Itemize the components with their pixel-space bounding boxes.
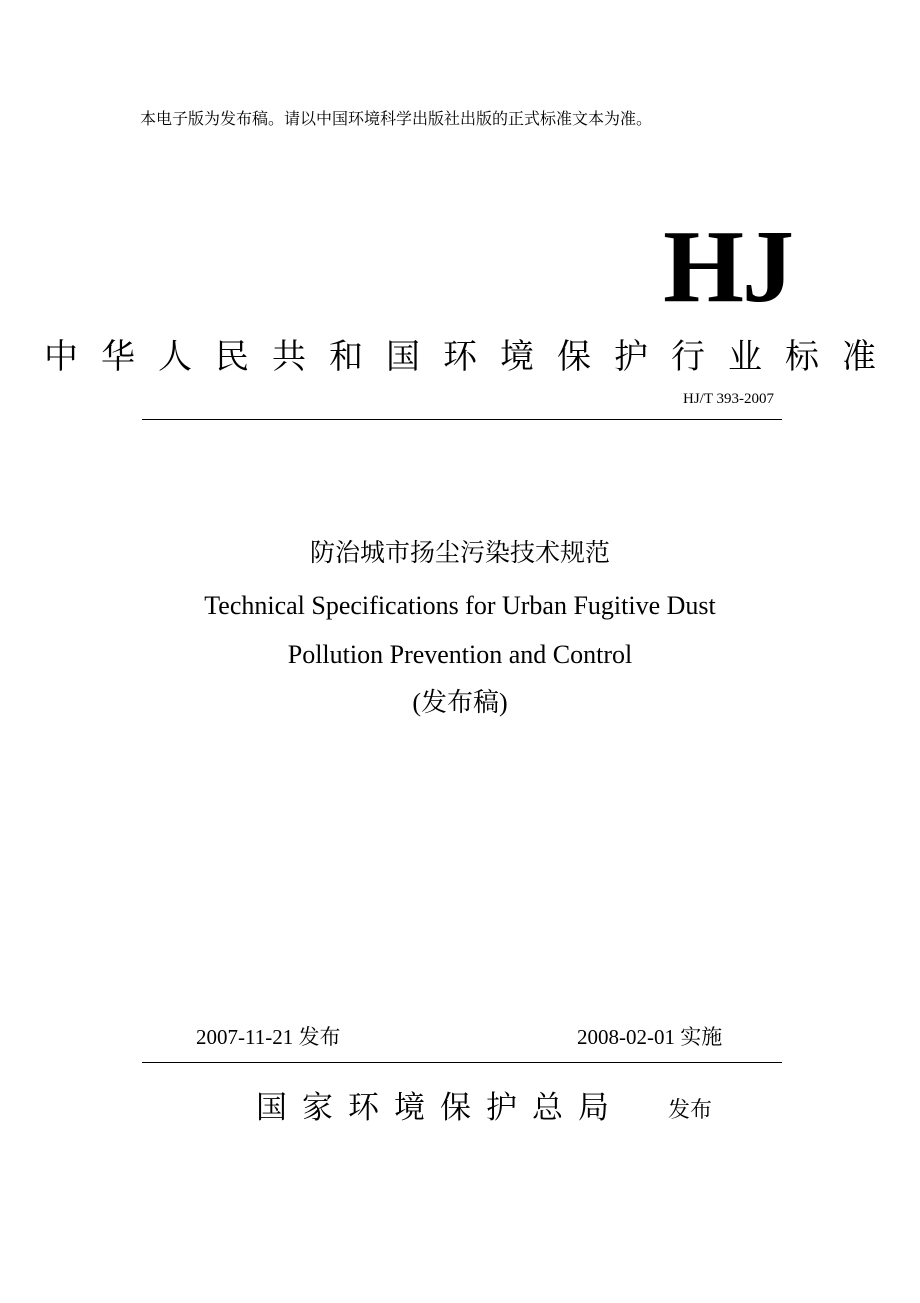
hj-logo: HJ xyxy=(663,209,792,324)
bottom-divider xyxy=(142,1062,782,1063)
top-divider xyxy=(142,419,782,420)
issuing-authority-suffix: 发布 xyxy=(668,1097,713,1122)
draft-note: (发布稿) xyxy=(412,688,508,717)
standard-type-heading: 中华人民共和国环境保护行业标准 xyxy=(44,339,899,376)
issue-date: 2007-11-21 发布 xyxy=(196,1025,341,1049)
issuing-authority: 国家环境保护总局 xyxy=(256,1090,624,1125)
electronic-version-notice: 本电子版为发布稿。请以中国环境科学出版社出版的正式标准文本为准。 xyxy=(140,111,653,128)
standard-code: HJ/T 393-2007 xyxy=(683,391,774,407)
title-chinese: 防治城市扬尘污染技术规范 xyxy=(309,540,610,567)
title-english-line-2: Pollution Prevention and Control xyxy=(287,640,633,669)
title-english-line-1: Technical Specifications for Urban Fugitive Dust xyxy=(204,591,716,620)
implementation-date: 2008-02-01 实施 xyxy=(577,1025,723,1049)
